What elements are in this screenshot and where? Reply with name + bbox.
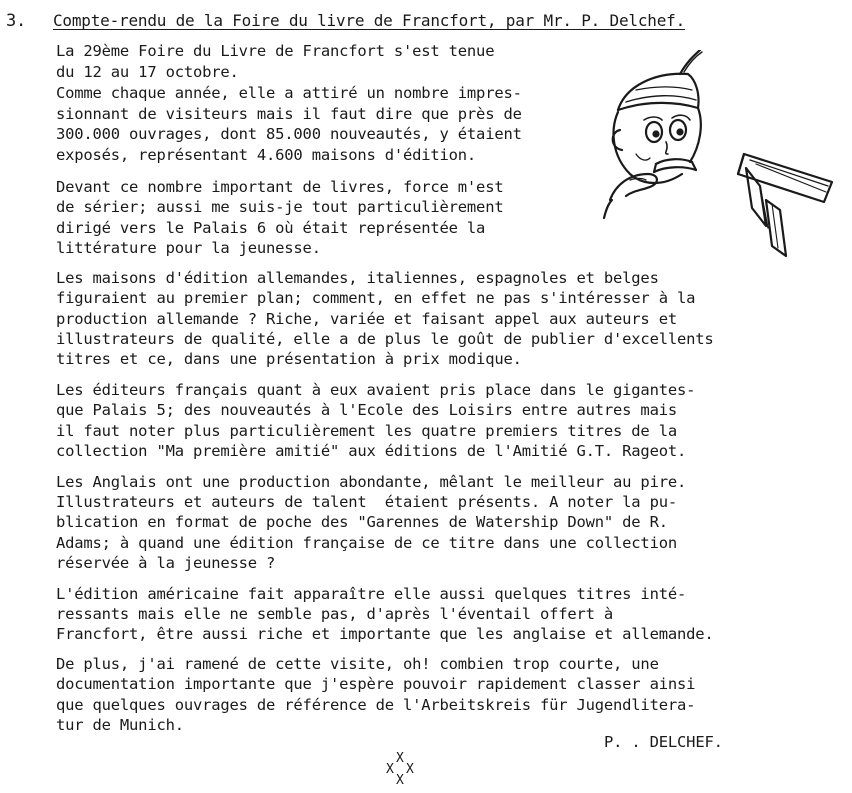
text-line: 300.000 ouvrages, dont 85.000 nouveautés, y étaient bbox=[56, 125, 522, 143]
ornament-x: X bbox=[386, 762, 394, 777]
ornament-x: X bbox=[406, 762, 414, 777]
signature: P. . DELCHEF. bbox=[604, 733, 723, 751]
text-line: Comme chaque année, elle a attiré un nombre impres- bbox=[56, 84, 522, 102]
text-line: L'édition américaine fait apparaître elle aussi quelques titres inté- bbox=[56, 585, 687, 603]
text-line: De plus, j'ai ramené de cette visite, oh! combien trop courte, une bbox=[56, 655, 659, 673]
text-line: La 29ème Foire du Livre de Francfort s'est tenue bbox=[56, 42, 495, 60]
section-number: 3. bbox=[6, 11, 27, 31]
text-line: de sérier; aussi me suis-je tout particulièrement bbox=[56, 198, 504, 216]
text-line: dirigé vers le Palais 6 où était représentée la bbox=[56, 219, 486, 237]
text-line: ressants mais elle ne semble pas, d'après l'éventail offert à bbox=[56, 605, 614, 623]
text-line: Les Anglais ont une production abondante, mêlant le meilleur au pire. bbox=[56, 473, 687, 491]
text-line: Francfort, être aussi riche et importante que les anglaise et allemande. bbox=[56, 625, 714, 643]
text-line: Adams; à quand une édition française de ce titre dans une collection bbox=[56, 534, 677, 552]
boy-eating-book-illustration bbox=[596, 50, 846, 260]
text-line: Illustrateurs et auteurs de talent étaient présents. A noter la pu- bbox=[56, 493, 677, 511]
text-line: documentation importante que j'espère pouvoir rapidement classer ainsi bbox=[56, 675, 696, 693]
ornament-x: X bbox=[396, 773, 404, 788]
text-line: titres et ce, dans une présentation à prix modique. bbox=[56, 350, 522, 368]
text-line: réservée à la jeunesse ? bbox=[56, 554, 276, 572]
text-line: il faut noter plus particulièrement les quatre premiers titres de la bbox=[56, 422, 677, 440]
text-line: du 12 au 17 octobre. bbox=[56, 63, 239, 81]
text-line: illustrateurs de qualité, elle a de plus le goût de publier d'excellents bbox=[56, 330, 714, 348]
text-line: que quelques ouvrages de référence de l'Arbeitskreis für Jugendlitera- bbox=[56, 696, 696, 714]
text-line: Les maisons d'édition allemandes, italiennes, espagnoles et belges bbox=[56, 269, 659, 287]
text-line: sionnant de visiteurs mais il faut dire que près de bbox=[56, 105, 522, 123]
text-line: Devant ce nombre important de livres, force m'est bbox=[56, 178, 504, 196]
ornament-x: X bbox=[396, 751, 404, 766]
text-line: littérature pour la jeunesse. bbox=[56, 239, 321, 257]
text-line: collection "Ma première amitié" aux éditions de l'Amitié G.T. Rageot. bbox=[56, 442, 687, 460]
text-line: blication en format de poche des "Garennes de Watership Down" de R. bbox=[56, 513, 668, 531]
text-line: tur de Munich. bbox=[56, 716, 184, 734]
text-line: exposés, représentant 4.600 maisons d'édition. bbox=[56, 146, 477, 164]
ornament-stars bbox=[382, 752, 422, 788]
text-line: que Palais 5; des nouveautés à l'Ecole des Loisirs entre autres mais bbox=[56, 401, 677, 419]
text-line: production allemande ? Riche, variée et faisant appel aux auteurs et bbox=[56, 310, 677, 328]
text-line: Les éditeurs français quant à eux avaient pris place dans le gigantes- bbox=[56, 381, 696, 399]
article-title: Compte-rendu de la Foire du livre de Francfort, par Mr. P. Delchef. bbox=[53, 11, 685, 30]
text-line: figuraient au premier plan; comment, en effet ne pas s'intéresser à la bbox=[56, 289, 696, 307]
